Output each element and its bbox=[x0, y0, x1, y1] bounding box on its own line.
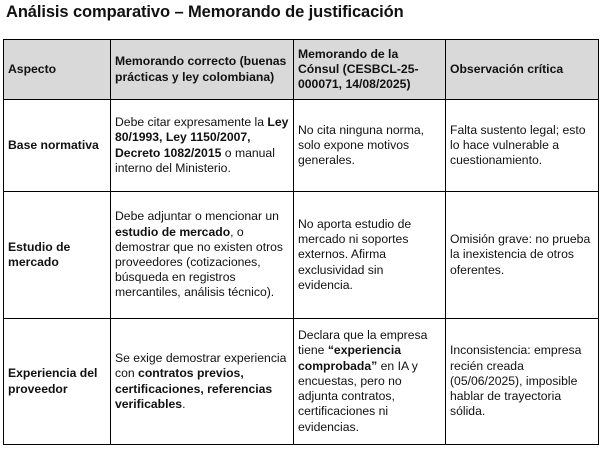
cell-bold-text: estudio de mercado bbox=[115, 224, 231, 239]
correct-memo-cell bbox=[111, 192, 294, 319]
comparison-table bbox=[3, 39, 599, 445]
header-consul-memo: Memorando de la Cónsul (CESBCL-25-000071, 14/08/2025) bbox=[294, 40, 446, 100]
cell-bold-text: contratos previos, certificaciones, referencias verificables bbox=[115, 366, 273, 411]
table-row bbox=[4, 192, 599, 319]
cell-text: . bbox=[182, 396, 186, 411]
correct-memo-cell bbox=[111, 319, 294, 445]
table-row bbox=[4, 319, 599, 445]
observation-cell: Inconsistencia: empresa recién creada (05/06/2025), imposible hablar de trayectoria sólida. bbox=[446, 319, 599, 445]
document-title: Análisis comparativo – Memorando de justificación bbox=[6, 3, 404, 21]
cell-bold-text: “experiencia comprobada” bbox=[298, 343, 401, 373]
header-aspect: Aspecto bbox=[4, 40, 111, 100]
table-row bbox=[4, 100, 599, 192]
cell-text: o manual interno del Ministerio. bbox=[115, 145, 275, 175]
correct-memo-cell bbox=[111, 100, 294, 192]
aspect-cell: Base normativa bbox=[4, 100, 111, 192]
cell-text: en IA y encuestas, pero no adjunta contratos, certificaciones ni evidencias. bbox=[298, 358, 418, 434]
cell-bold-text: Ley 80/1993, Ley 1150/2007, Decreto 1082/2015 bbox=[115, 115, 289, 160]
observation-cell: Falta sustento legal; esto lo hace vulnerable a cuestionamiento. bbox=[446, 100, 599, 192]
table-header-row bbox=[4, 40, 599, 100]
header-critical-observation: Observación crítica bbox=[446, 40, 599, 100]
cell-text: Se exige demostrar experiencia con bbox=[115, 351, 287, 381]
consul-memo-cell bbox=[294, 319, 446, 445]
aspect-cell: Estudio de mercado bbox=[4, 192, 111, 319]
cell-text: Debe adjuntar o mencionar un bbox=[115, 209, 279, 224]
aspect-cell: Experiencia del proveedor bbox=[4, 319, 111, 445]
observation-cell: Omisión grave: no prueba la inexistencia de otros oferentes. bbox=[446, 192, 599, 319]
cell-text: Debe citar expresamente la bbox=[115, 115, 268, 130]
cell-text: , o demostrar que no existen otros proveedores (cotizaciones, búsqueda en registros mercantiles, análisis técnico). bbox=[115, 224, 284, 300]
cell-text: Declara que la empresa tiene bbox=[298, 328, 428, 358]
consul-memo-cell: No cita ninguna norma, solo expone motivos generales. bbox=[294, 100, 446, 192]
consul-memo-cell: No aporta estudio de mercado ni soportes externos. Afirma exclusividad sin evidencia. bbox=[294, 192, 446, 319]
header-correct-memo: Memorando correcto (buenas prácticas y ley colombiana) bbox=[111, 40, 294, 100]
